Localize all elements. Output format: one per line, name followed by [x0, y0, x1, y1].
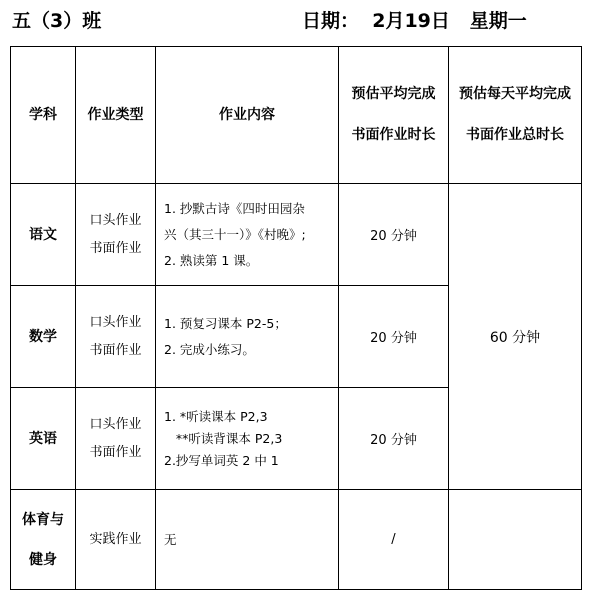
homework-table	[10, 46, 582, 590]
content-line: 1. 预复习课本 P2-5；	[164, 315, 287, 331]
total-time-cell: 60 分钟	[449, 184, 582, 490]
content-line: 无	[164, 531, 177, 547]
subject-text: 体育与健身	[22, 511, 64, 568]
subject-cell: 数学	[11, 286, 76, 388]
header-avg-time-text: 预估平均完成书面作业时长	[351, 86, 436, 143]
empty-cell	[449, 490, 582, 590]
type-item: 口头作业	[89, 212, 142, 228]
content-cell	[156, 286, 339, 388]
time-cell: 20 分钟	[339, 184, 449, 286]
type-cell	[76, 490, 156, 590]
type-item: 书面作业	[89, 444, 142, 460]
content-line: 2. 熟读第 1 课。	[164, 252, 259, 268]
content-line: 兴（其三十一）》《村晚》;	[164, 226, 306, 242]
content-cell	[156, 388, 339, 490]
type-cell	[76, 286, 156, 388]
subject-cell	[11, 490, 76, 590]
content-cell	[156, 490, 339, 590]
type-item: 书面作业	[89, 342, 142, 358]
type-cell	[76, 184, 156, 286]
subject-cell: 语文	[11, 184, 76, 286]
header-type: 作业类型	[76, 47, 156, 184]
content-line: 2.抄写单词英 2 中 1	[164, 452, 279, 468]
content-line: 1. 抄默古诗《四时田园杂	[164, 200, 305, 216]
content-cell	[156, 184, 339, 286]
content-line: 2. 完成小练习。	[164, 341, 255, 357]
class-name: 五（3）班	[12, 10, 102, 32]
type-item: 口头作业	[89, 416, 142, 432]
time-cell: 20 分钟	[339, 286, 449, 388]
type-item: 书面作业	[89, 240, 142, 256]
subject-cell: 英语	[11, 388, 76, 490]
header-avg-time	[339, 47, 449, 184]
type-cell	[76, 388, 156, 490]
header-total-time-text: 预估每天平均完成书面作业总时长	[459, 86, 571, 143]
table-row	[11, 184, 582, 286]
header-content: 作业内容	[156, 47, 339, 184]
date-line: 日期： 2月19日 星期一	[302, 10, 527, 32]
type-item: 口头作业	[89, 314, 142, 330]
time-cell: 20 分钟	[339, 388, 449, 490]
content-line: 1. *听读课本 P2,3	[164, 408, 268, 424]
time-cell: /	[339, 490, 449, 590]
table-header-row	[11, 47, 582, 184]
type-item: 实践作业	[89, 531, 142, 547]
header-total-time	[449, 47, 582, 184]
table-row	[11, 490, 582, 590]
content-line: **听读背课本 P2,3	[164, 430, 283, 446]
header-subject: 学科	[11, 47, 76, 184]
